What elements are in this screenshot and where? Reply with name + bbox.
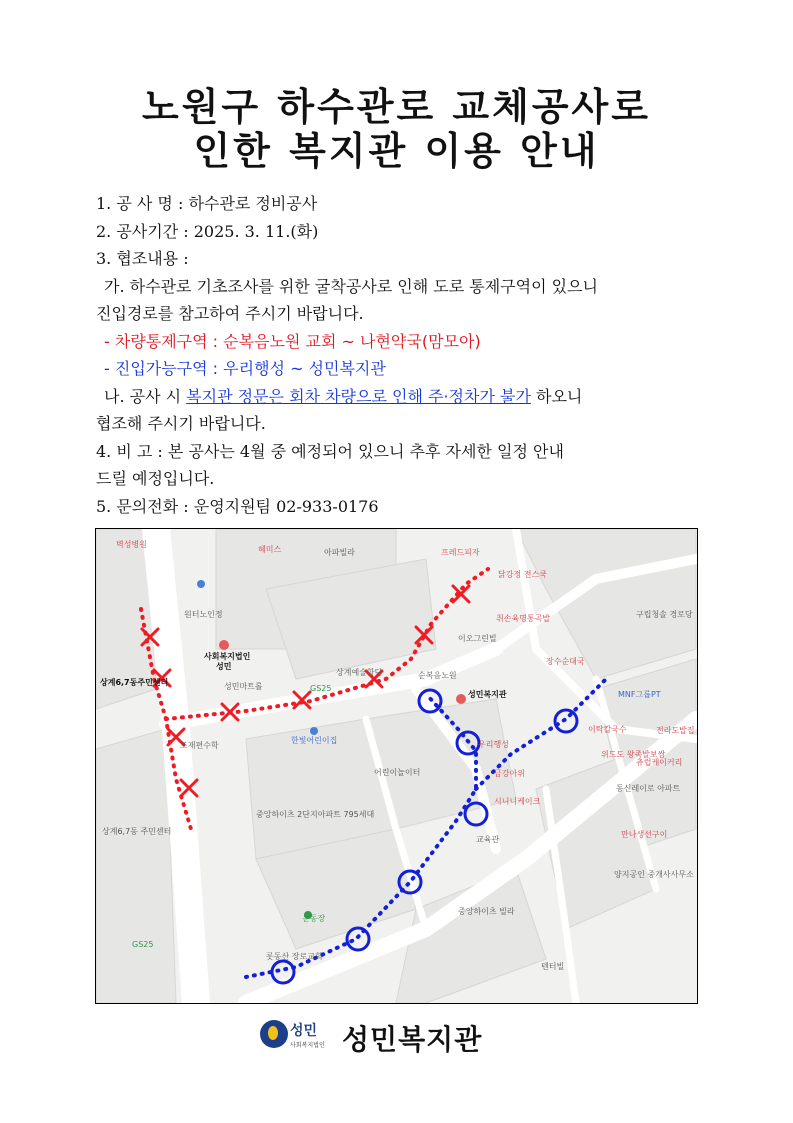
map-label: 양지공인 중개사사무소 xyxy=(614,870,694,879)
item-na-line1 xyxy=(96,383,696,411)
map-label: 교육관 xyxy=(476,835,500,844)
map-label: 시니니케이크 xyxy=(494,797,541,806)
map-label: 중앙하이츠 2단지아파트 795세대 xyxy=(256,810,375,819)
map-label: 원터노인정 xyxy=(184,610,223,619)
map-label: 츄럽케이커리 xyxy=(636,758,683,767)
map-label: 운동장 xyxy=(302,914,326,923)
map-label: 취손육명통곡밥 xyxy=(496,614,551,623)
map-label: 구립청솔 경로당 xyxy=(636,610,693,619)
map-label: 중앙하이츠 빌라 xyxy=(458,907,515,916)
map-label: 동신레이로 아파트 xyxy=(616,784,681,793)
map-label: 위드도 왕족발보쌈 xyxy=(601,750,666,759)
item-ga-line2: 진입경로를 참고하여 주시기 바랍니다. xyxy=(96,304,364,323)
map-label: 사회복지법인 xyxy=(204,652,251,661)
map-label: 헤미스 xyxy=(258,545,282,554)
item-contact: 5. 문의전화 : 운영지원팀 02-933-0176 xyxy=(96,496,379,516)
item-na-pre: 나. 공사 시 xyxy=(104,386,187,406)
map-label: MNF그룹PT xyxy=(618,690,661,699)
map-label: 금강아위 xyxy=(494,769,525,778)
page-title-line1: 노원구 하수관로 교체공사로 xyxy=(142,85,651,129)
map-label: 상계6,7동 주민센터 xyxy=(102,827,172,836)
vehicle-control-zone: - 차량통제구역 : 순복음노원 교회 ~ 나현약국(맘모아) xyxy=(104,331,481,351)
page-title-line2: 인한 복지관 이용 안내 xyxy=(193,129,600,173)
item-project-name: 1. 공 사 명 : 하수관로 정비공사 xyxy=(96,194,318,213)
map-label: 이오그린빌 xyxy=(458,634,497,643)
organization-footer xyxy=(260,1018,550,1058)
map-label: 장수순대국 xyxy=(546,657,585,666)
map-label: 닭강정 전스쿡 xyxy=(498,570,547,579)
map-label: 롯동산 장로교회 xyxy=(266,952,323,961)
item-na-line2: 협조해 주시기 바랍니다. xyxy=(96,414,266,433)
map-label: GS25 xyxy=(310,684,332,693)
map-label: 만나생선구이 xyxy=(621,830,668,839)
item-remarks-line1: 4. 비 고 : 본 공사는 4월 중 예정되어 있으니 추후 자세한 일정 안내 xyxy=(96,441,564,461)
map-label: 성민마트롤 xyxy=(224,682,263,691)
accessible-zone: - 진입가능구역 : 우리행성 ~ 성민복지관 xyxy=(104,359,386,378)
item-cooperation: 3. 협조내용 : xyxy=(96,249,189,268)
smile-logo-icon xyxy=(260,1020,288,1048)
map-label: 전라도밥집 xyxy=(656,726,695,735)
item-construction-period: 2. 공사기간 : 2025. 3. 11.(화) xyxy=(96,221,319,241)
map-label: 성민복지관 xyxy=(468,690,507,699)
map-label: 텐터빌 xyxy=(541,962,565,971)
map-label: 한빛어린이집 xyxy=(291,736,338,745)
map-label: GS25 xyxy=(132,940,154,949)
logo-subtitle: 사회복지법인 xyxy=(290,1042,325,1049)
map-label: 조재편수학 xyxy=(180,741,219,750)
map-label: 상계예술학단 xyxy=(336,668,383,677)
map-label: 순복음노원 xyxy=(418,671,457,680)
parking-warning: 복지관 정문은 회차 차량으로 인해 주·정차가 불가 xyxy=(186,386,531,406)
map-pin-icon xyxy=(456,694,466,704)
item-ga-line1: 가. 하수관로 기초조사를 위한 굴착공사로 인해 도로 통제구역이 있으니 xyxy=(104,276,598,296)
map-label: 이탁칼국수 xyxy=(588,725,627,734)
map-label: 우리행성 xyxy=(478,740,509,749)
map-pin-icon xyxy=(310,727,318,735)
map-label: 프레드피자 xyxy=(441,548,480,557)
map-label: 벽성병원 xyxy=(116,540,147,549)
map-pin-icon xyxy=(219,640,229,650)
map-canvas xyxy=(96,529,697,1003)
map-pin-icon xyxy=(197,580,205,588)
notice-body xyxy=(96,190,696,520)
map-label: 아파빌라 xyxy=(324,548,355,557)
item-remarks-line2: 드릴 예정입니다. xyxy=(96,469,215,488)
map-label: 성민 xyxy=(216,662,232,671)
map-label: 어린이놀이터 xyxy=(374,768,421,777)
logo-name: 성민 xyxy=(290,1023,318,1039)
map-label: 상계6,7동주민센터 xyxy=(100,678,169,687)
construction-map xyxy=(95,528,698,1004)
organization-name: 성민복지관 xyxy=(342,1023,483,1056)
item-na-post: 하오니 xyxy=(530,386,583,406)
access-circle-icon xyxy=(347,928,369,950)
